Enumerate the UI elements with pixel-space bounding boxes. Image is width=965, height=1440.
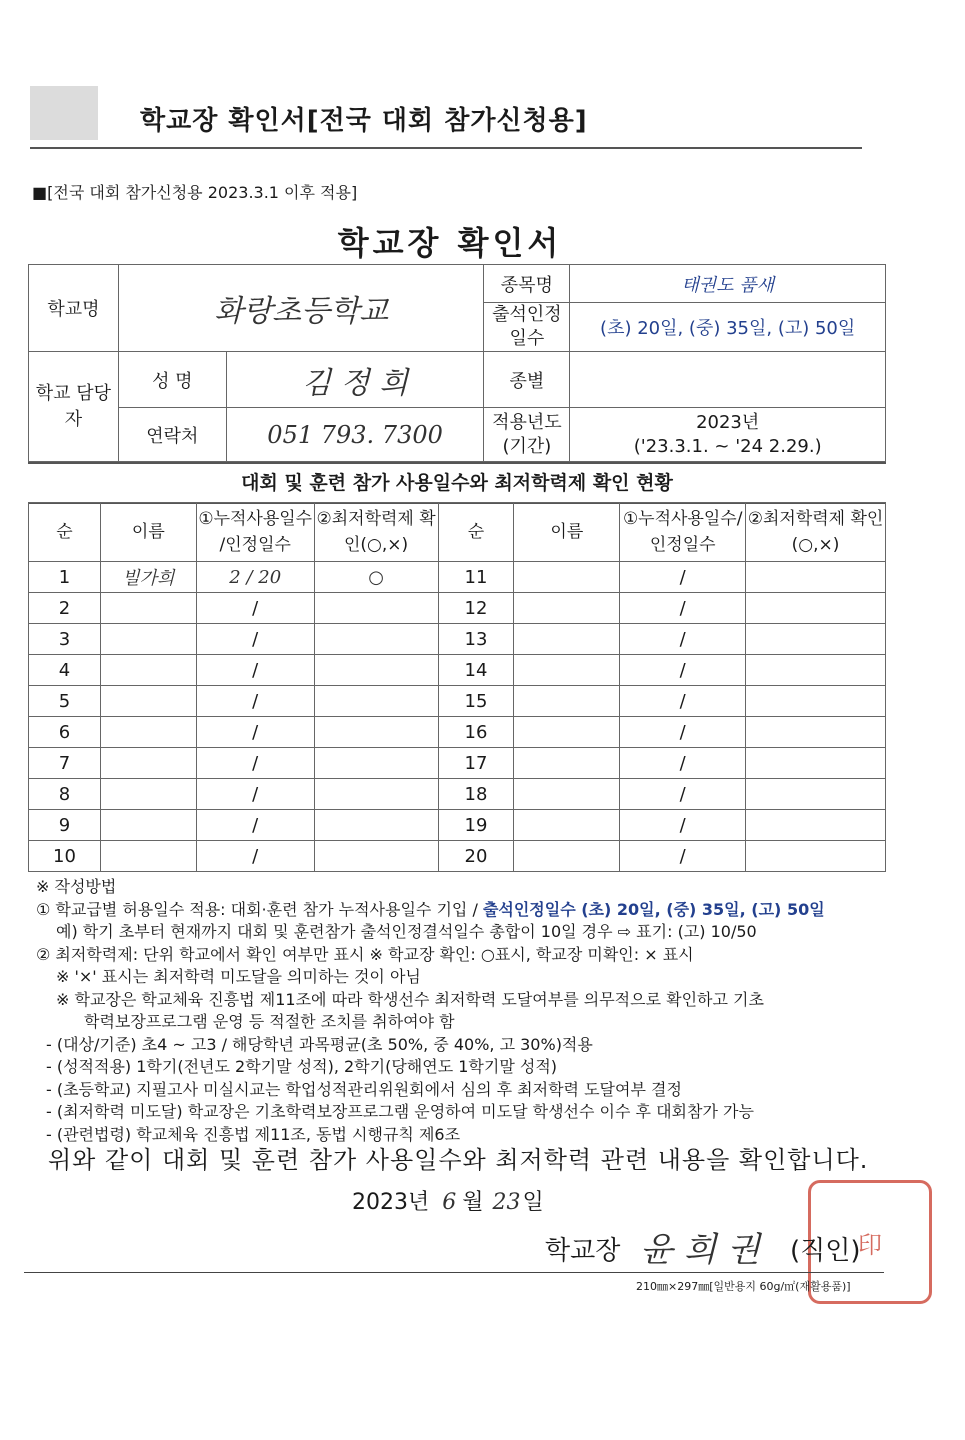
row-no-right: 18 [438,779,514,810]
notes-heading: ※ 작성방법 [36,877,117,896]
row-no-right: 15 [438,686,514,717]
banner-divider [30,147,862,149]
row-minimum-right [746,624,886,655]
row-days-right: / [620,686,746,717]
date-month-unit: 월 [462,1190,484,1215]
year-label: 적용년도 (기간) [484,408,570,462]
row-name-right [514,655,620,686]
grid-header-row [29,503,886,562]
row-minimum [314,717,438,748]
row-name [100,686,196,717]
footer: 210㎜×297㎜[일반용지 60g/㎡(재활용품)] [636,1280,851,1293]
row-days: / [196,624,314,655]
row-minimum [314,748,438,779]
contact-label: 연락처 [118,408,226,462]
header-no-right: 순 [438,503,514,562]
row-minimum-right [746,810,886,841]
date-year: 2023년 [352,1190,430,1215]
row-minimum [314,841,438,872]
note-2-a: ※ '×' 표시는 최저학력 미도달을 의미하는 것이 아님 [56,967,421,986]
detail-5: - (관련법령) 학교체육 진흥법 제11조, 동법 시행규칙 제6조 [46,1124,461,1144]
seal-text: 印 [858,1230,882,1259]
detail-1: - (대상/기준) 초4 ~ 고3 / 해당학년 과목평균(초 50%, 중 40%, 고 30%)적용 [46,1034,593,1054]
header-days-right: ①누적사용일수/ 인정일수 [620,503,746,562]
row-days: / [196,810,314,841]
school-label: 학교명 [29,265,119,352]
row-no-right: 19 [438,810,514,841]
row-days-right: / [620,717,746,748]
contact-value: 051 793. 7300 [226,408,484,462]
event-value: 태권도 품새 [570,265,886,303]
row-days: / [196,841,314,872]
table-row [29,841,886,872]
year-value: 2023년 [696,411,760,433]
row-minimum-right [746,686,886,717]
header-minimum: ②최저학력제 확인(○,×) [314,503,438,562]
row-no: 3 [29,624,101,655]
subheading: ■[전국 대회 참가신청용 2023.3.1 이후 적용] [32,183,358,202]
row-minimum [314,593,438,624]
row-no-right: 17 [438,748,514,779]
row-days: / [196,779,314,810]
row-no-right: 14 [438,655,514,686]
row-minimum [314,686,438,717]
staff-label: 학교 담당자 [29,352,119,462]
table-row [29,748,886,779]
row-name [100,779,196,810]
row-name-right [514,841,620,872]
header-no: 순 [29,503,101,562]
table-row [29,810,886,841]
period-value: ('23.3.1. ~ '24 2.29.) [633,435,822,457]
row-minimum-right [746,717,886,748]
row-days: / [196,748,314,779]
row-minimum-right [746,655,886,686]
bottom-divider [24,1272,884,1273]
category-value [570,352,886,408]
row-no-right: 11 [438,562,514,593]
row-days-right: / [620,841,746,872]
row-name-right [514,779,620,810]
row-days-right: / [620,655,746,686]
table-row [29,624,886,655]
detail-4: - (최저학력 미도달) 학교장은 기초학력보장프로그램 운영하여 미도달 학생선수 이수 후 대회참가 가능 [46,1102,754,1121]
table-row [29,655,886,686]
main-title: 학교장 확인서 [337,224,563,262]
note-1 [36,899,896,922]
header-name-right: 이름 [514,503,620,562]
row-days-right: / [620,624,746,655]
note-1-highlight: 출석인정일수 (초) 20일, (중) 35일, (고) 50일 [482,899,825,919]
row-no-right: 13 [438,624,514,655]
principal-label: 학교장 [545,1236,621,1266]
row-minimum [314,810,438,841]
row-name [100,717,196,748]
row-no: 7 [29,748,101,779]
name-value: 김 정 희 [226,352,484,408]
row-minimum-right [746,841,886,872]
row-name-right [514,748,620,779]
row-minimum-right [746,748,886,779]
notes [36,876,896,1146]
note-2-b: ※ 학교장은 학교체육 진흥법 제11조에 따라 학생선수 최저학력 도달여부를 의무적으로 확인하고 기초 [56,989,764,1009]
row-no-right: 12 [438,593,514,624]
confirm-text: 위와 같이 대회 및 훈련 참가 사용일수와 최저학력 관련 내용을 확인합니다. [48,1146,869,1174]
event-label: 종목명 [484,265,570,303]
table-row [29,593,886,624]
row-days: 2 / 20 [196,562,314,593]
date-month: 6 [442,1190,457,1215]
row-minimum-right [746,562,886,593]
row-days-right: / [620,779,746,810]
detail-3: - (초등학교) 지필고사 미실시교는 학업성적관리위원회에서 심의 후 최저학력 도달여부 결정 [46,1079,682,1099]
header-days: ①누적사용일수 /인정일수 [196,503,314,562]
attendance-value: (초) 20일, (중) 35일, (고) 50일 [570,303,886,352]
row-days: / [196,717,314,748]
row-name [100,841,196,872]
detail-2: - (성적적용) 1학기(전년도 2학기말 성적), 2학기(당해연도 1학기말 성적) [46,1057,558,1076]
category-label: 종별 [484,352,570,408]
row-no: 5 [29,686,101,717]
row-name-right [514,810,620,841]
date [352,1185,544,1216]
note-2-b2: 학력보장프로그램 운영 등 적절한 조치를 취하여야 함 [84,1012,455,1031]
row-days-right: / [620,593,746,624]
note-1-text: ① 학교급별 허용일수 적용: 대회·훈련 참가 누적사용일수 기입 / [36,899,483,919]
row-no-right: 16 [438,717,514,748]
header-minimum-right: ②최저학력제 확인(○,×) [746,503,886,562]
date-day: 23 [492,1190,521,1215]
usage-grid [28,502,886,872]
row-minimum-right [746,779,886,810]
row-name [100,810,196,841]
row-name-right [514,686,620,717]
row-minimum [314,655,438,686]
row-no: 2 [29,593,101,624]
row-days: / [196,686,314,717]
row-name-right [514,624,620,655]
section-title: 대회 및 훈련 참가 사용일수와 최저학력제 확인 현황 [28,462,886,504]
name-label: 성 명 [118,352,226,408]
note-1-example: 예) 학기 초부터 현재까지 대회 및 훈련참가 출석인정결석일수 총합이 10일 경우 ⇨ 표기: (고) 10/50 [56,922,757,941]
row-no: 6 [29,717,101,748]
row-minimum [314,624,438,655]
seal-label: (직인) [790,1236,861,1266]
row-no: 4 [29,655,101,686]
row-no: 8 [29,779,101,810]
info-table [28,264,886,462]
row-days-right: / [620,810,746,841]
row-minimum-right [746,593,886,624]
table-row [29,562,886,593]
banner-gray-block [30,86,98,140]
banner-title: 학교장 확인서[전국 대회 참가신청용] [140,106,588,136]
row-no: 9 [29,810,101,841]
table-row [29,717,886,748]
grid-body [29,562,886,872]
row-days-right: / [620,562,746,593]
row-name: 빌가희 [100,562,196,593]
row-no: 1 [29,562,101,593]
note-2: ② 최저학력제: 단위 학교에서 확인 여부만 표시 ※ 학교장 확인: ○표시, 학교장 미확인: × 표시 [36,944,694,964]
date-day-unit: 일 [522,1190,544,1215]
row-name [100,748,196,779]
principal-signature: 윤 희 권 [640,1230,761,1270]
school-value: 화랑초등학교 [118,265,484,352]
row-name-right [514,562,620,593]
row-no: 10 [29,841,101,872]
attendance-label: 출석인정 일수 [484,303,570,352]
header-name: 이름 [100,503,196,562]
row-no-right: 20 [438,841,514,872]
row-days: / [196,593,314,624]
row-name [100,655,196,686]
table-row [29,686,886,717]
row-minimum: ○ [314,562,438,593]
row-days-right: / [620,748,746,779]
row-minimum [314,779,438,810]
table-row [29,779,886,810]
row-days: / [196,655,314,686]
row-name [100,593,196,624]
row-name-right [514,717,620,748]
year-cell [570,408,886,462]
row-name-right [514,593,620,624]
row-name [100,624,196,655]
